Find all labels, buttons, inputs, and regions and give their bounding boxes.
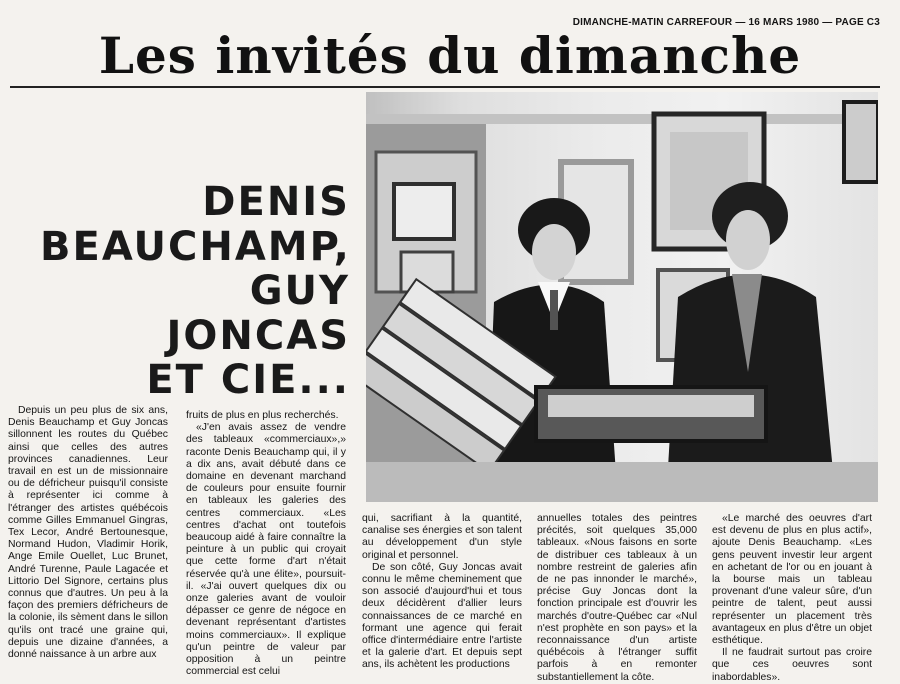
floor-shape: [366, 462, 878, 502]
headline-line: ET CIE...: [146, 357, 350, 403]
paragraph: Il ne faudrait surtout pas croire que ces oeuvres sont inabordables».: [712, 647, 872, 683]
tie-shape: [550, 290, 558, 330]
ceiling-molding: [366, 114, 878, 124]
article-column: [8, 405, 168, 661]
headline-line: DENIS: [202, 179, 350, 225]
photo-illustration: [366, 92, 878, 502]
paragraph: annuelles totales des peintres précités, soit quelques 35,000 tableaux. «Nous faisons en sorte de distribuer ces tableaux à un nombre restreint de galeries afin de ne pas innonder le marché», précise Guy Joncas dont la fonction principale est d'ouvrir les marchés d'outre-Québec car «Nul n'est prophète en son pays» et la reconnaissance d'un artiste québécois à l'étranger suffit parfois à en remonter substantiellement la côte.: [537, 513, 697, 683]
small-painting-icon: [394, 184, 454, 239]
face-shape: [726, 210, 770, 270]
paragraph: qui, sacrifiant à la quantité, canalise ses énergies et son talent au développement d'un style original et personnel.: [362, 513, 522, 561]
headline-line: BEAUCHAMP,: [40, 223, 351, 270]
article-column: [712, 513, 872, 684]
paragraph: «J'en avais assez de vendre des tableaux «commerciaux»,» raconte Denis Beauchamp qui, il y a dix ans, avait débuté dans ce domaine en devenant marchand de couleurs pour ensuite fournir en tableaux les galeries des centres commerciaux. «Les centres d'achat ont toutefois beaucoup aidé à faire connaître la peinture à un public qui croyait que cette forme d'art n'était réservée qu'à une élite», poursuit-il. «J'ai ouvert quelques dix ou onze galeries avant de vouloir dépasser ce genre de négoce en devenant représentant d'artistes moins commerciaux». Il explique qu'un peintre de valeur par opposition à un peintre commercial est celui: [186, 422, 346, 678]
paragraph: De son côté, Guy Joncas avait connu le même cheminement que son associé d'aujourd'hui et tous deux décidèrent d'allier leurs connaissances de ce marché en formant une agence qui ferait office d'intermédiaire entre l'artiste et la galerie d'art. Et depuis sept ans, ils achètent les productions: [362, 561, 522, 671]
headline-line: GUY: [249, 268, 350, 314]
article-photo: [366, 92, 878, 502]
paragraph: fruits de plus en plus recherchés.: [186, 410, 339, 421]
article-column: [362, 513, 522, 672]
article-column: [186, 410, 346, 678]
article-headline: [40, 180, 350, 403]
headline-line: JONCAS: [166, 312, 350, 359]
article-column: [537, 513, 697, 684]
masthead-rule: [10, 86, 880, 88]
page-folio: DIMANCHE-MATIN CARREFOUR — 16 MARS 1980 — PAGE C3: [572, 17, 880, 28]
section-masthead: Les invités du dimanche: [98, 26, 802, 85]
paragraph: Depuis un peu plus de six ans, Denis Beauchamp et Guy Joncas sillonnent les routes du Québec ainsi que celles des autres provinces canadiennes. Leur travail en est un de missionnaire ou de défricheur puisqu'il consiste à représenter ici comme à l'étranger des artistes québécois comme Gilles Emmanuel Gingras, Tex Lecor, André Bertounesque, Normand Hudon, Vladimir Horik, Ange Emile Ouellet, Luc Brunet, André Turenne, Paule Lagacée et Littorio Del Signore, certains plus connus que d'autres. Un peu à la façon des premiers défricheurs de la colonie, ils sèment dans le sillon qu'ils ont tracé une graine qui, depuis une dizaine d'années, a donné naissance à un arbre aux: [8, 405, 168, 661]
held-frame-inner: [548, 395, 754, 417]
paragraph: «Le marché des oeuvres d'art est devenu de plus en plus actif», ajoute Denis Beauchamp. «Les gens peuvent investir leur argent en achetant de l'or ou en jouant à la bourse mais un tableau provenant d'une valeur sûre, d'un peintre de talent, peut aussi représenter un placement très avantageux en plus d'être un objet esthétique.: [712, 513, 872, 647]
face-shape: [532, 224, 576, 280]
wall-painting-icon: [844, 102, 878, 182]
